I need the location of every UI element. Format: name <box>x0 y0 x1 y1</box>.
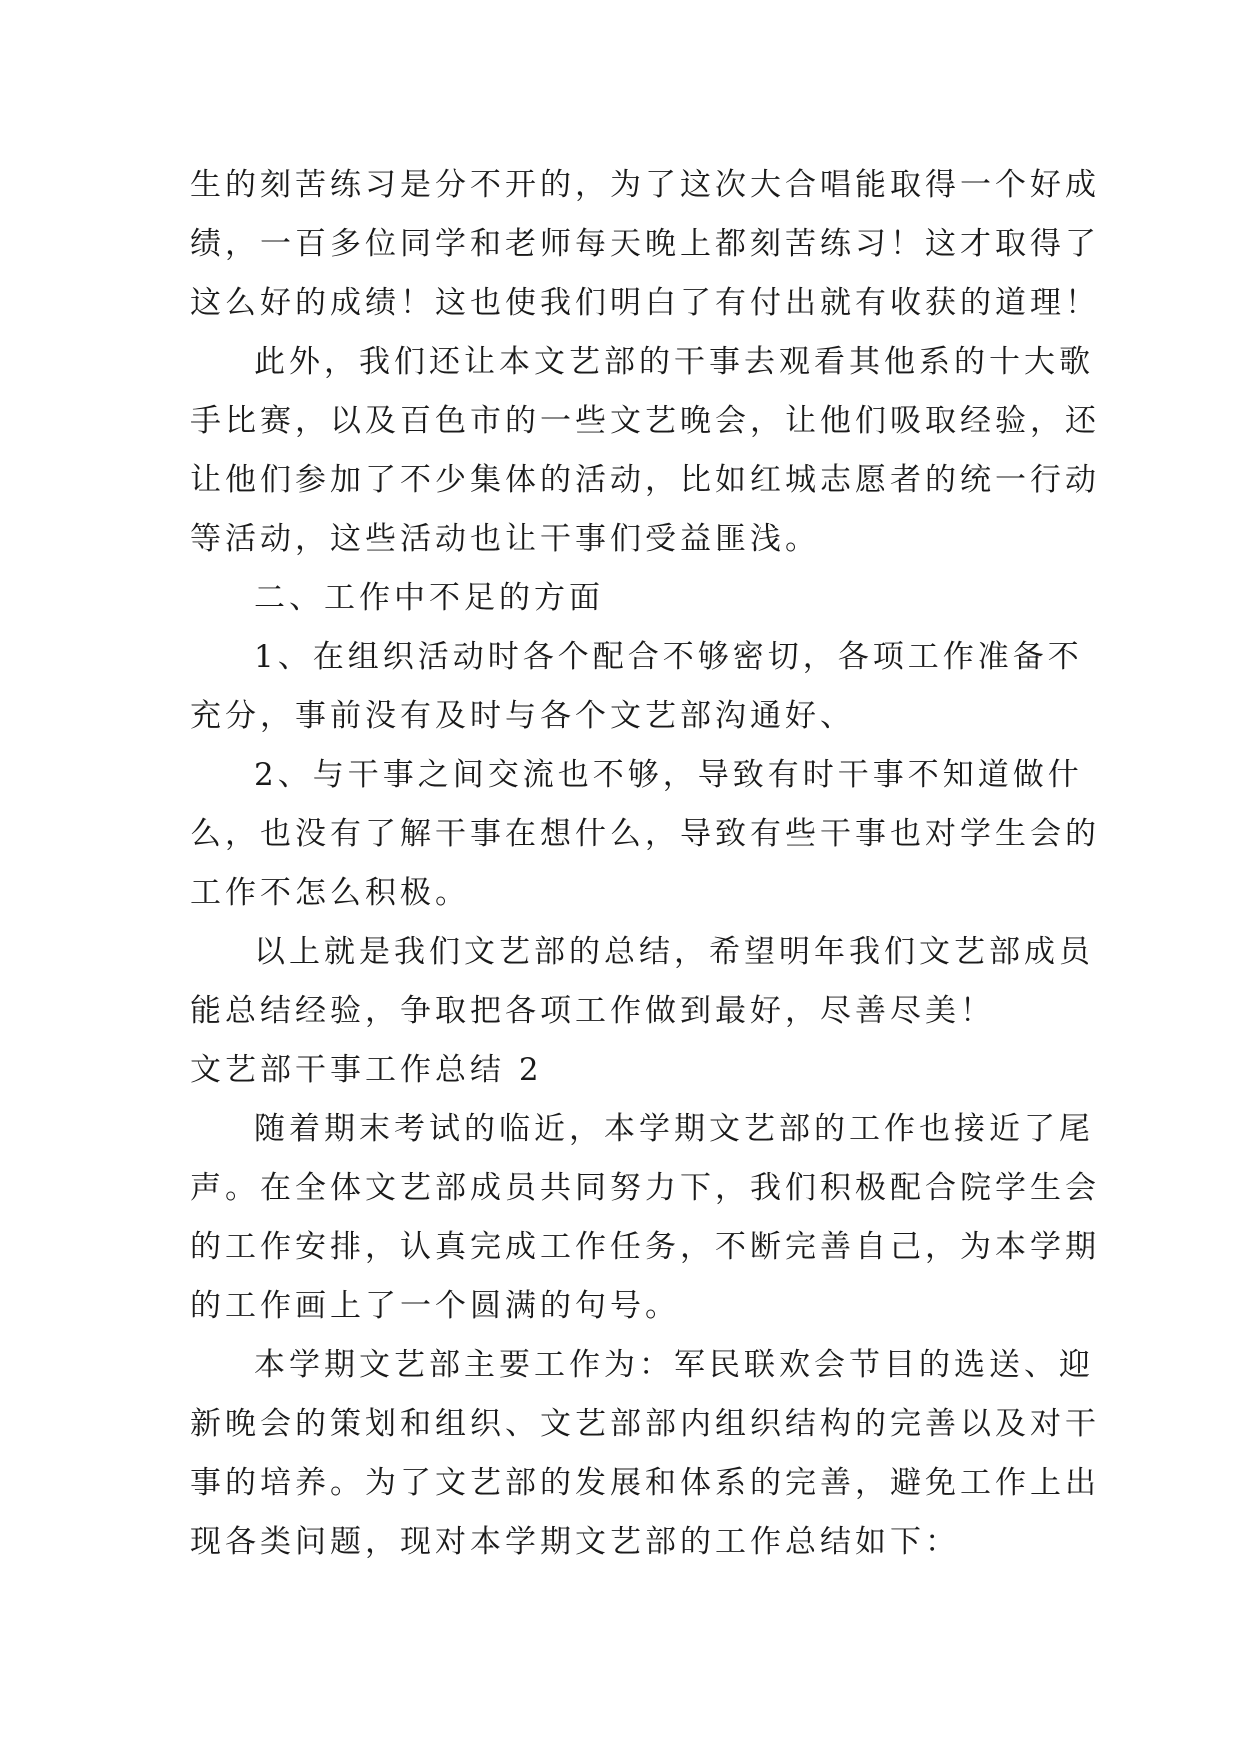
text-line: 的工作安排，认真完成工作任务，不断完善自己，为本学期 <box>190 1229 1100 1265</box>
text-line: 新晚会的策划和组织、文艺部部内组织结构的完善以及对干 <box>190 1406 1100 1442</box>
text-line: 本学期文艺部主要工作为：军民联欢会节目的选送、迎 <box>254 1347 1094 1383</box>
text-line: 现各类问题，现对本学期文艺部的工作总结如下： <box>190 1524 960 1560</box>
text-line: 等活动，这些活动也让干事们受益匪浅。 <box>190 521 820 557</box>
text-line: 绩，一百多位同学和老师每天晚上都刻苦练习！这才取得了 <box>190 226 1100 262</box>
text-line: 充分，事前没有及时与各个文艺部沟通好、 <box>190 698 855 734</box>
text-line: 随着期末考试的临近，本学期文艺部的工作也接近了尾 <box>254 1111 1094 1147</box>
text-line: 这么好的成绩！这也使我们明白了有付出就有收获的道理！ <box>190 285 1100 321</box>
document-title: 文艺部干事工作总结 2 <box>190 1052 543 1088</box>
text-line: 以上就是我们文艺部的总结，希望明年我们文艺部成员 <box>254 934 1094 970</box>
text-line: 能总结经验，争取把各项工作做到最好，尽善尽美！ <box>190 993 995 1029</box>
text-line: 声。在全体文艺部成员共同努力下，我们积极配合院学生会 <box>190 1170 1100 1206</box>
text-line: 生的刻苦练习是分不开的，为了这次大合唱能取得一个好成 <box>190 167 1100 203</box>
text-line: 2、与干事之间交流也不够，导致有时干事不知道做什 <box>254 757 1083 793</box>
text-line: 此外，我们还让本文艺部的干事去观看其他系的十大歌 <box>254 344 1094 380</box>
text-line: 事的培养。为了文艺部的发展和体系的完善，避免工作上出 <box>190 1465 1100 1501</box>
text-line: 的工作画上了一个圆满的句号。 <box>190 1288 680 1324</box>
document-body <box>190 156 1100 1572</box>
text-line: 么，也没有了解干事在想什么，导致有些干事也对学生会的 <box>190 816 1100 852</box>
text-line: 手比赛，以及百色市的一些文艺晚会，让他们吸取经验，还 <box>190 403 1100 439</box>
text-line: 工作不怎么积极。 <box>190 875 470 911</box>
text-line: 1、在组织活动时各个配合不够密切，各项工作准备不 <box>254 639 1083 675</box>
section-heading: 二、工作中不足的方面 <box>254 580 604 616</box>
text-line: 让他们参加了不少集体的活动，比如红城志愿者的统一行动 <box>190 462 1100 498</box>
